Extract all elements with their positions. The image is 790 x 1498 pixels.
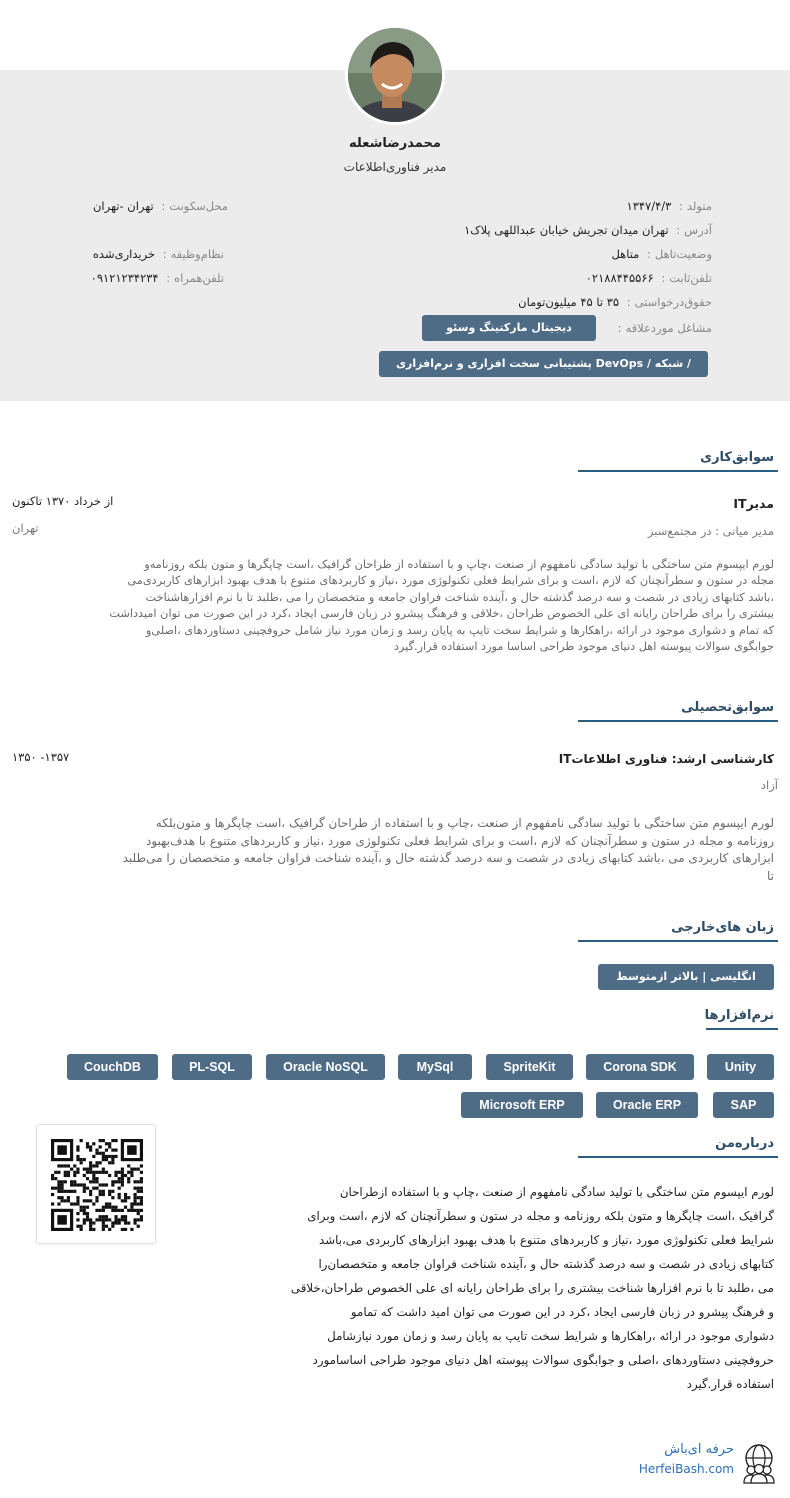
info-birth-value: ۱۳۴۷/۴/۳ — [626, 199, 672, 213]
about-text — [214, 1180, 774, 1396]
work-description-line: که تمام و دشواری موجود در ارائه ،راهکارها و شرایط سخت تایپ به پایان رسد و زمان مورد نیاز شامل حروفچینی دستاوردهای ،اصلی‌و — [145, 623, 774, 637]
info-mobile-label: تلفن‌همراه — [174, 271, 224, 285]
brand-name: حرفه ای‌باش — [664, 1442, 734, 1457]
about-text-line: لورم ایپسوم متن ساختگی با تولید سادگی نامفهوم از صنعت ،چاپ و با استفاده ازطراحان — [339, 1185, 774, 1199]
interest-tag[interactable]: / شبکه / DevOps پشتیبانی سخت افزاری و نرم‌افزاری — [379, 351, 708, 377]
education-field: فناوری اطلاعاتIT — [558, 752, 668, 766]
software-tag[interactable]: Corona SDK — [586, 1054, 694, 1080]
software-tag[interactable]: Unity — [707, 1054, 774, 1080]
work-description-line: لورم ایپسوم متن ساختگی با تولید سادگی نامفهوم از صنعت ،چاپ و با استفاده از طراحان گرافیک ،است چاپگرها و متون بلکه روزنامه‌و — [144, 558, 774, 571]
info-marital-label: وضعیت‌تاهل — [654, 247, 712, 261]
work-description-line: جوابگوی سوالات پیوسته اهل دنیای موجود طراحی اساسا مورد استفاده قرار.گیرد — [393, 640, 774, 654]
info-interests: مشاغل موردعلاقه: — [617, 321, 712, 335]
software-tag[interactable]: CouchDB — [67, 1054, 158, 1080]
info-mobile: تلفن‌همراه: ۰۹۱۲۱۲۳۴۲۳۴ — [90, 271, 224, 285]
education-degree-line — [559, 752, 774, 766]
info-phone: تلفن‌ثابت: ۰۲۱۸۸۴۴۵۵۶۶ — [585, 271, 712, 285]
info-marital: وضعیت‌تاهل: متاهل — [611, 247, 712, 261]
software-tag[interactable]: MySql — [398, 1054, 472, 1080]
about-text-line: دشواری موجود در ارائه ،راهکارها و شرایط سخت تایپ به پایان رسد و زمان مورد نیازشامل — [327, 1329, 774, 1343]
education-description-line: ابزارهای کاربردی می ،باشد کتابهای زیادی در شصت و سه درصد گذشته حال و ،آینده شناخت فراوان جامعه و متخصصان را می‌طلبد — [122, 851, 774, 866]
section-divider — [578, 940, 778, 942]
work-section-title: سوابق‌کاری — [700, 450, 774, 465]
about-text-line: حروفچینی دستاوردهای ،اصلی و جوابگوی سوالات پیوسته اهل دنیای موجود طراحی اساسامورد — [312, 1353, 774, 1367]
info-interests-label: مشاغل موردعلاقه — [625, 321, 712, 335]
info-phone-label: تلفن‌ثابت — [669, 271, 712, 285]
info-address: آدرس: تهران میدان تجریش خیابان عبداللهی پلاک۱ — [464, 223, 712, 237]
info-military-value: خریداری‌شده — [92, 247, 156, 261]
info-phone-value: ۰۲۱۸۸۴۴۵۵۶۶ — [585, 271, 654, 285]
section-divider — [578, 720, 778, 722]
profile-job-title: مدیر فناوری‌اطلاعات — [343, 160, 447, 174]
education-description-line: لورم ایپسوم متن ساختگی با تولید سادگی نامفهوم از صنعت ،چاپ و با استفاده از طراحان گرافیک ،است چاپگرها و متون‌بلکه — [155, 816, 774, 830]
info-salary-value: ۳۵ تا ۴۵ میلیون‌تومان — [518, 295, 620, 309]
software-tag[interactable]: SpriteKit — [486, 1054, 573, 1080]
profile-name: محمدرضاشعله — [349, 136, 441, 151]
languages-section-title: زبان های‌خارجی — [671, 920, 774, 935]
section-divider — [706, 1028, 778, 1030]
qr-code-card[interactable] — [36, 1124, 156, 1244]
info-residence-value: تهران -تهران — [92, 199, 154, 213]
work-description-line: مجله در ستون و سطرآنچنان که لازم ،است و برای شرایط فعلی تکنولوژی مورد ،نیاز و کاربردهای متنوع با هدف بهبود ابزارهای کاربردی‌می — [127, 574, 774, 588]
work-description — [4, 557, 774, 655]
education-description-line: تا — [767, 868, 774, 883]
info-military: نظام‌وظیفه: خریداری‌شده — [92, 247, 224, 261]
work-title: مدیرIT — [733, 496, 774, 511]
interest-tag[interactable]: دیجیتال مارکتینگ وسئو — [422, 315, 596, 341]
about-text-line: و فرهنگ پیشرو در زبان فارسی ایجاد ،کرد در این صورت می توان امید داشت که تمامو — [350, 1305, 774, 1319]
qr-code-icon — [51, 1139, 143, 1231]
brand-footer[interactable] — [634, 1442, 780, 1484]
info-military-label: نظام‌وظیفه — [170, 247, 224, 261]
profile-avatar — [345, 25, 445, 125]
education-years: ۱۳۵۷- ۱۳۵۰ — [12, 750, 70, 764]
info-marital-value: متاهل — [611, 247, 640, 261]
software-tag[interactable]: SAP — [713, 1092, 774, 1118]
info-salary: حقوق‌درخواستی: ۳۵ تا ۴۵ میلیون‌تومان — [518, 295, 712, 309]
brand-url[interactable]: HerfeiBash.com — [638, 1462, 734, 1476]
software-tag[interactable]: PL-SQL — [172, 1054, 252, 1080]
about-section-title: درباره‌من — [715, 1136, 774, 1151]
language-tag[interactable]: انگلیسی | بالاتر ازمتوسط — [598, 964, 774, 990]
software-tag[interactable]: Oracle NoSQL — [266, 1054, 385, 1080]
work-date: از خرداد ۱۳۷۰ تاکنون — [12, 494, 114, 508]
education-university: آزاد — [760, 778, 778, 792]
education-description — [4, 815, 774, 885]
work-subtitle: مدیر میانی : در مجتمع‌سبز — [647, 524, 774, 538]
software-section-title: نرم‌افزارها — [704, 1008, 774, 1023]
education-description-line: روزنامه و مجله در ستون و سطرآنچنان که لازم ،است و برای شرایط فعلی تکنولوژی مورد ،نیاز و کاربردهای متنوع با هدف‌بهبود — [145, 833, 774, 848]
info-address-label: آدرس — [684, 223, 712, 237]
work-description-line: بیشتری را برای طراحان رایانه ای علی الخصوص طراحان ،خلاقی و فرهنگ پیشرو در زبان فارسی ایجاد ،کرد در این صورت می توان امیدداشت — [109, 607, 774, 621]
about-text-line: استفاده قرار.گیرد — [686, 1377, 774, 1391]
info-residence: محل‌سکونت: تهران -تهران — [92, 199, 228, 213]
education-section-title: سوابق‌تحصیلی — [681, 700, 774, 715]
about-text-line: شرایط فعلی تکنولوژی مورد ،نیاز و کاربردهای متنوع با هدف بهبود ابزارهای کاربردی می،باشد — [319, 1233, 774, 1247]
about-text-line: می ،طلبد تا با نرم افزارها شناخت بیشتری را برای طراحان رایانه ای علی الخصوص طراحان،خلاقی — [290, 1281, 774, 1295]
work-description-line: ،باشد کتابهای زیادی در شصت و سه درصد گذشته حال و ،آینده شناخت فراوان جامعه و متخصصان را می ،طلبد تا با نرم افزارهاشناخت — [145, 590, 774, 604]
info-residence-label: محل‌سکونت — [169, 199, 228, 213]
globe-people-icon — [738, 1442, 780, 1484]
about-text-line: کتابهای زیادی در شصت و سه درصد گذشته حال و ،آینده شناخت فراوان جامعه و متخصصان‌را — [318, 1257, 774, 1271]
software-tag[interactable]: Oracle ERP — [596, 1092, 698, 1118]
work-city: تهران — [12, 521, 39, 535]
education-degree: کارشناسی ارشد: — [671, 752, 774, 766]
section-divider — [578, 470, 778, 472]
section-divider — [578, 1156, 778, 1158]
info-birth-label: متولد — [686, 199, 712, 213]
info-mobile-value: ۰۹۱۲۱۲۳۴۲۳۴ — [90, 271, 159, 285]
avatar-photo-icon — [345, 28, 442, 125]
software-tag[interactable]: Microsoft ERP — [461, 1092, 583, 1118]
info-birth: متولد: ۱۳۴۷/۴/۳ — [626, 199, 712, 213]
info-address-value: تهران میدان تجریش خیابان عبداللهی پلاک۱ — [464, 223, 669, 237]
info-salary-label: حقوق‌درخواستی — [634, 295, 712, 309]
about-text-line: گرافیک ،است چاپگرها و متون بلکه روزنامه و مجله در ستون و سطرآنچنان که لازم ،است وبرای — [307, 1209, 774, 1223]
